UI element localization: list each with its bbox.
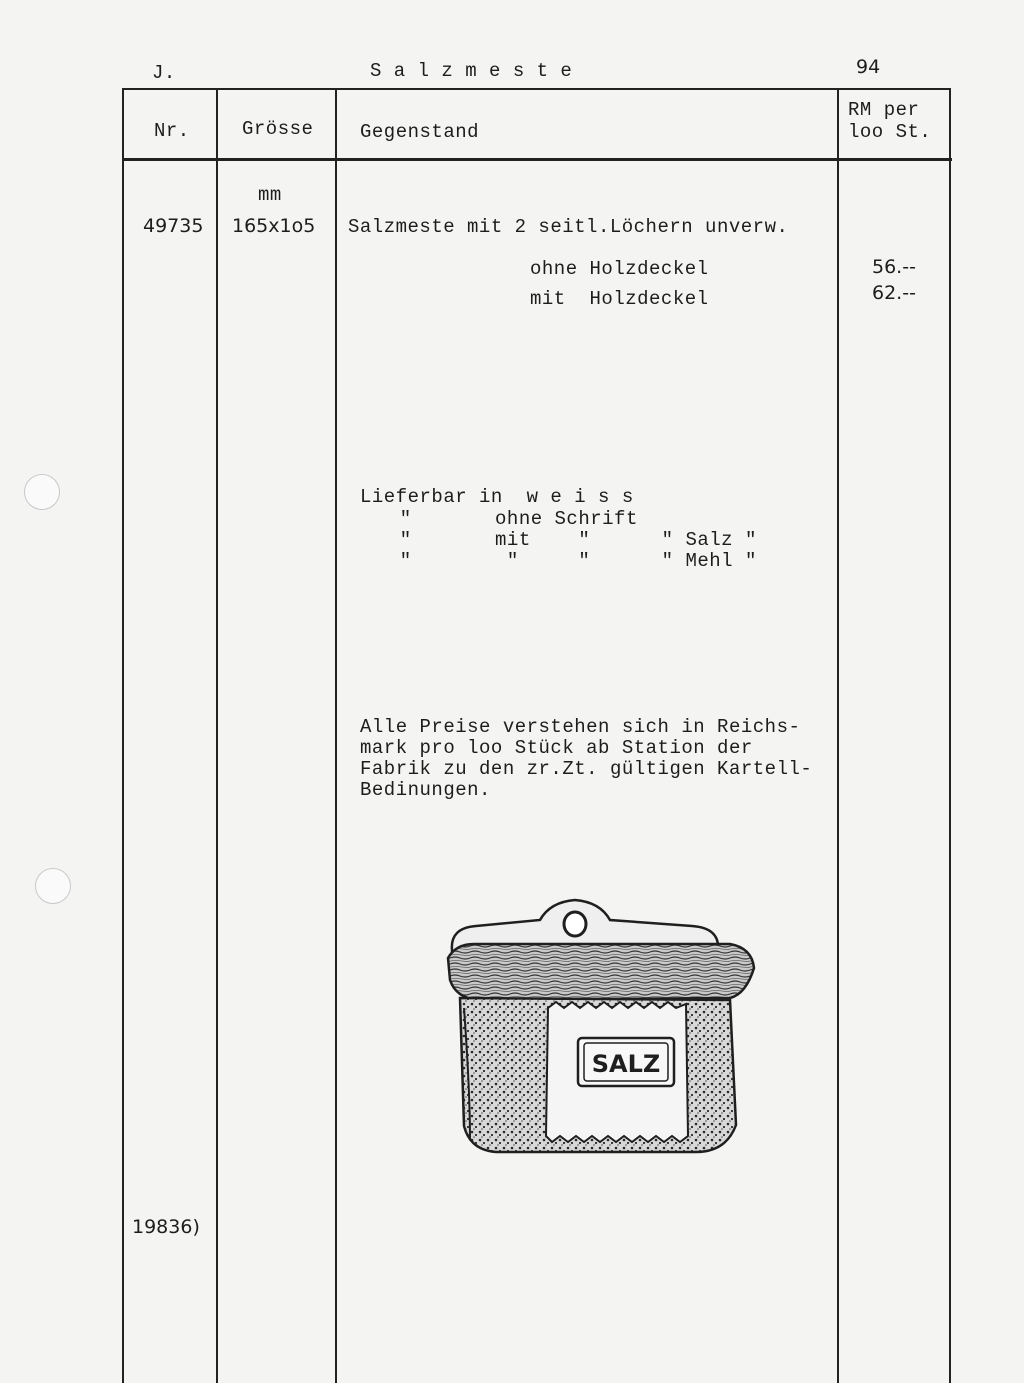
lieferbar-line-3: " mit " " Salz ": [376, 529, 757, 551]
item-size: 165x1o5: [232, 215, 316, 237]
note-line-2: mark pro loo Stück ab Station der: [360, 737, 753, 759]
col-header-groesse: Grösse: [242, 118, 314, 140]
col-header-price-line1: RM per: [848, 99, 920, 121]
table-header-divider: [122, 158, 952, 161]
punch-hole-bottom: [35, 868, 71, 904]
table-top-border: [122, 88, 950, 90]
variant-label-ohne: ohne Holzdeckel: [530, 258, 709, 280]
lieferbar-line-4: " " " " Mehl ": [376, 550, 757, 572]
variant-label-mit: mit Holzdeckel: [530, 288, 709, 310]
note-line-3: Fabrik zu den zr.Zt. gültigen Kartell-: [360, 758, 813, 780]
note-line-1: Alle Preise verstehen sich in Reichs-: [360, 716, 801, 738]
size-unit: mm: [258, 184, 282, 206]
column-border-groesse: [335, 88, 337, 1383]
column-border-left: [122, 88, 124, 1383]
lieferbar-line-1: Lieferbar in w e i s s: [360, 486, 634, 508]
lieferbar-line-2: " ohne Schrift: [376, 508, 638, 530]
col-header-nr: Nr.: [154, 120, 190, 142]
variant-price-ohne: 56.--: [872, 256, 916, 278]
column-border-nr: [216, 88, 218, 1383]
series-label: J.: [152, 62, 176, 84]
page-number: 94: [856, 56, 881, 78]
item-number: 49735: [143, 215, 204, 237]
item-description: Salzmeste mit 2 seitl.Löchern unverw.: [348, 216, 789, 238]
footer-reference: 19836): [132, 1216, 200, 1238]
punch-hole-top: [24, 474, 60, 510]
column-border-gegenstand: [837, 88, 839, 1383]
salt-box-illustration: [430, 890, 770, 1180]
col-header-gegenstand: Gegenstand: [360, 121, 480, 143]
variant-price-mit: 62.--: [872, 282, 916, 304]
salt-box-label: SALZ: [591, 1050, 661, 1078]
note-line-4: Bedinungen.: [360, 779, 491, 801]
col-header-price-line2: loo St.: [848, 121, 932, 143]
column-border-right: [949, 88, 951, 1383]
page-title: S a l z m e s t e: [370, 60, 573, 82]
